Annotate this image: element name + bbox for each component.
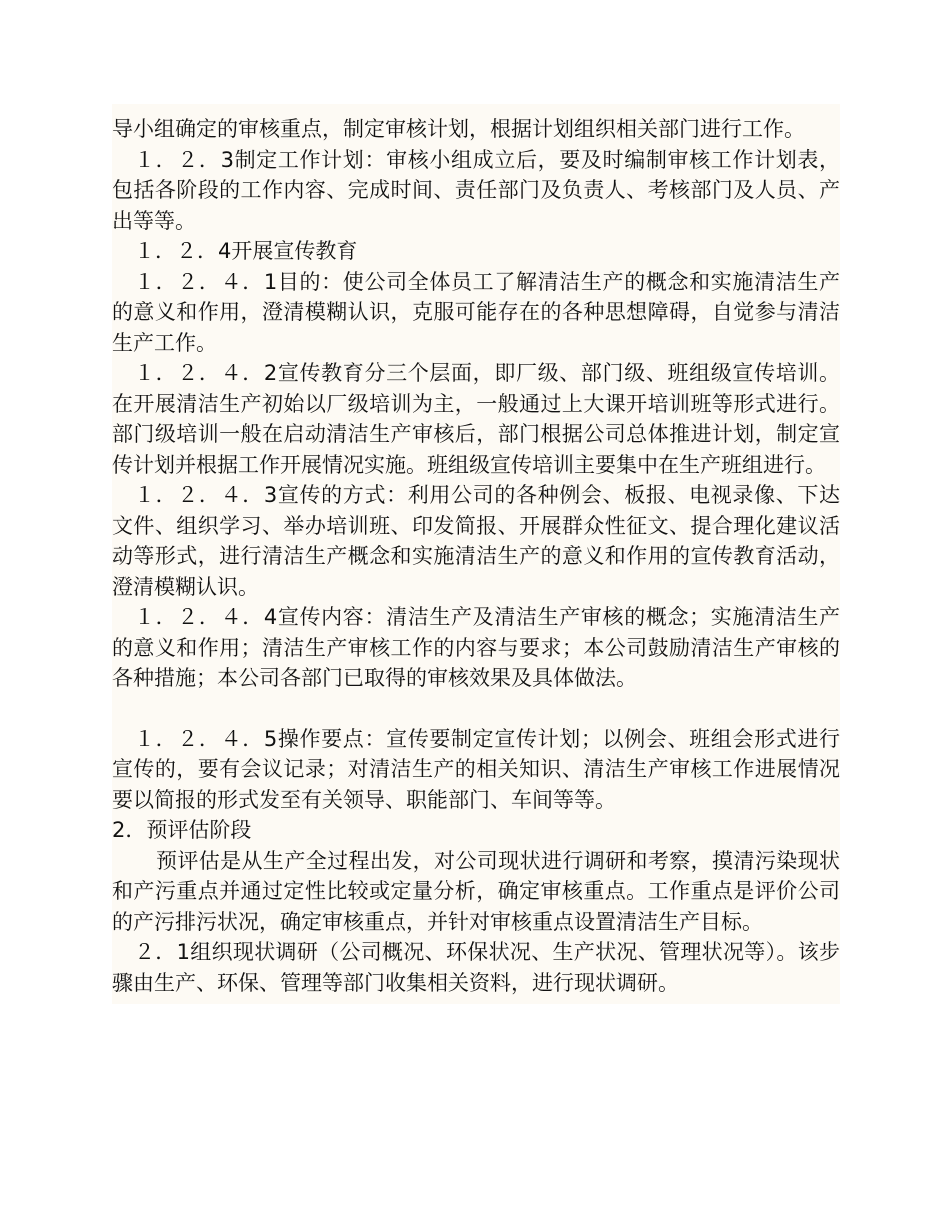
paragraph-1-2-4-5: １．２．４．5操作要点：宣传要制定宣传计划；以例会、班组会形式进行宣传的，要有会议记录；对清洁生产的相关知识、清洁生产审核工作进展情况要以简报的形式发至有关领导、职能部门、车间等等。 xyxy=(112,726,840,812)
paragraph-1-2-4-1: １．２．４．1目的：使公司全体员工了解清洁生产的概念和实施清洁生产的意义和作用，澄清模糊认识，克服可能存在的各种思想障碍，自觉参与清洁生产工作。 xyxy=(112,269,840,355)
paragraph-pre-assessment-intro: 预评估是从生产全过程出发，对公司现状进行调研和考察，摸清污染现状和产污重点并通过定性比较或定量分析，确定审核重点。工作重点是评价公司的产污排污状况，确定审核重点，并针对审核重点设置清洁生产目标。 xyxy=(112,848,840,934)
heading-1-2-4: １．２．4开展宣传教育 xyxy=(134,239,358,263)
paragraph-2-1: ２．1组织现状调研（公司概况、环保状况、生产状况、管理状况等）。该步骤由生产、环保、管理等部门收集相关资料，进行现状调研。 xyxy=(112,940,840,995)
paragraph-continuation: 导小组确定的审核重点，制定审核计划，根据计划组织相关部门进行工作。 xyxy=(112,117,805,141)
paragraph-1-2-4-2: １．２．４．2宣传教育分三个层面，即厂级、部门级、班组级宣传培训。在开展清洁生产初始以厂级培训为主，一般通过上大课开培训班等形式进行。部门级培训一般在启动清洁生产审核后，部门根据公司总体推进计划，制定宣传计划并根据工作开展情况实施。班组级宣传培训主要集中在生产班组进行。 xyxy=(112,361,840,477)
section-heading-pre-assessment: 2．预评估阶段 xyxy=(112,818,252,842)
paragraph-1-2-4-4: １．２．４．4宣传内容：清洁生产及清洁生产审核的概念；实施清洁生产的意义和作用；清洁生产审核工作的内容与要求；本公司鼓励清洁生产审核的各种措施；本公司各部门已取得的审核效果及具体做法。 xyxy=(112,605,840,690)
document-body xyxy=(112,104,840,1004)
paragraph-1-2-4-3: １．２．４．3宣传的方式：利用公司的各种例会、板报、电视录像、下达文件、组织学习、举办培训班、印发简报、开展群众性征文、提合理化建议活动等形式，进行清洁生产概念和实施清洁生产的意义和作用的宣传教育活动，澄清模糊认识。 xyxy=(112,483,840,599)
paragraph-1-2-3: １．２．3制定工作计划：审核小组成立后，要及时编制审核工作计划表，包括各阶段的工作内容、完成时间、责任部门及负责人、考核部门及人员、产出等等。 xyxy=(112,147,840,233)
